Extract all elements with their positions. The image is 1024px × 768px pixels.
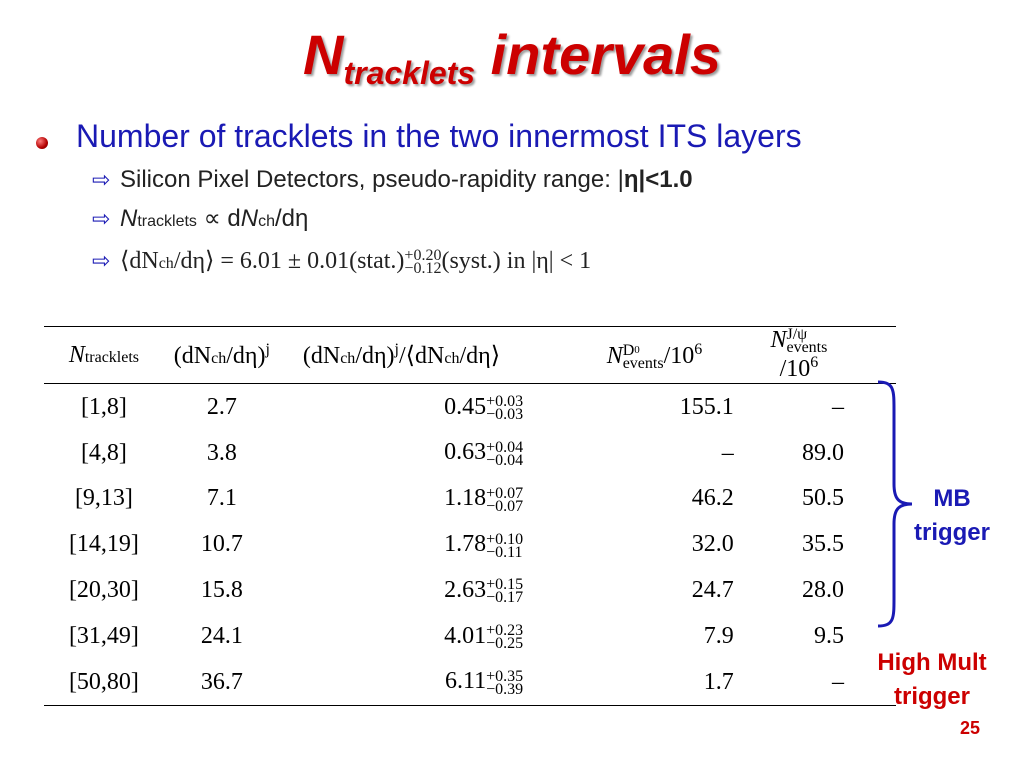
cell-jpsi-events: 89.0 <box>802 439 844 466</box>
h5-sup: J/ψ <box>786 326 808 344</box>
mb-line1: MB <box>933 485 971 512</box>
h5-text: N <box>770 327 787 353</box>
title-subscript: tracklets <box>343 55 476 91</box>
cell-jpsi-events: – <box>832 393 844 420</box>
ratio-up: +0.03 <box>486 393 524 411</box>
cell-ratio <box>280 384 575 430</box>
h5-exp: 6 <box>810 354 819 372</box>
ratio-up: +0.23 <box>486 622 524 640</box>
h1-text: N <box>68 341 85 368</box>
hm-line1: High Mult <box>877 649 987 676</box>
header-ntracklets <box>44 327 164 384</box>
ratio-down: −0.39 <box>486 680 524 698</box>
h4-end: /10 <box>663 342 695 369</box>
cell-ratio <box>280 613 575 659</box>
cell-interval: [1,8] <box>80 393 127 420</box>
ratio-value: 0.63 <box>444 439 487 466</box>
h3-text: (dN <box>302 342 341 369</box>
cell-dndeta: 10.7 <box>200 531 243 558</box>
h3-sub2: ch <box>444 349 460 367</box>
sub-bullet-formula <box>92 246 592 278</box>
cell-jpsi-events: 35.5 <box>802 531 844 558</box>
cell-jpsi-events: 9.5 <box>814 622 844 649</box>
sub1-text: Silicon Pixel Detectors, pseudo-rapidity range: | <box>120 166 624 193</box>
h2-text: (dN <box>173 342 212 369</box>
cell-dndeta: 3.8 <box>206 439 237 466</box>
header-ratio <box>280 327 575 384</box>
sub2-ch: ch <box>258 213 275 230</box>
tracklets-table <box>44 326 896 706</box>
high-mult-trigger-label <box>860 646 1004 714</box>
arrow-icon: ⇨ <box>92 167 111 192</box>
cell-jpsi-events: 28.0 <box>802 577 844 604</box>
ratio-uncertainty <box>486 622 524 653</box>
cell-dndeta: 36.7 <box>164 659 280 705</box>
mb-line2: trigger <box>913 519 990 546</box>
arrow-icon: ⇨ <box>92 248 111 273</box>
sub2-subscript: tracklets <box>137 213 197 230</box>
table-row <box>44 659 896 705</box>
sub2-n: N <box>120 205 138 232</box>
table-row <box>44 384 896 430</box>
sub-bullet-spd <box>92 166 693 194</box>
ratio-uncertainty <box>486 484 524 515</box>
cell-d0-events: 7.9 <box>703 622 734 649</box>
cell-ratio <box>280 476 575 522</box>
ratio-down: −0.03 <box>486 406 524 424</box>
arrow-icon: ⇨ <box>92 206 111 231</box>
cell-d0-events: – <box>721 439 734 466</box>
cell-dndeta: 24.1 <box>200 622 243 649</box>
ratio-up: +0.10 <box>486 530 524 548</box>
cell-dndeta: 2.7 <box>206 393 237 420</box>
ratio-value: 1.78 <box>444 531 487 558</box>
h1-sub: tracklets <box>84 348 140 366</box>
h3-mid: /dη) <box>355 342 395 369</box>
cell-ratio <box>280 522 575 568</box>
sub3-sup: +0.20 <box>404 247 442 265</box>
hm-line2: trigger <box>893 683 970 710</box>
slide-title <box>0 22 1024 91</box>
ratio-up: +0.04 <box>486 438 524 456</box>
cell-jpsi-events: 50.5 <box>802 485 844 512</box>
cell-d0-events: 32.0 <box>691 531 734 558</box>
sub2-end: /dη <box>275 205 309 232</box>
h2-sub: ch <box>211 349 227 367</box>
cell-ratio <box>280 568 575 614</box>
sub2-prop: ∝ d <box>196 205 241 232</box>
ratio-uncertainty <box>486 576 524 607</box>
ratio-value: 6.11 <box>445 668 487 695</box>
cell-interval: [50,80] <box>44 659 164 705</box>
cell-ratio <box>280 430 575 476</box>
ratio-down: −0.11 <box>486 543 523 561</box>
table-body <box>44 384 896 706</box>
cell-d0-events: 155.1 <box>679 393 734 420</box>
h2-end: /dη) <box>226 342 266 369</box>
bullet-text: Number of tracklets in the two innermost ITS layers <box>76 118 802 154</box>
cell-interval: [4,8] <box>80 439 127 466</box>
h4-exp: 6 <box>694 340 703 358</box>
ratio-uncertainty <box>486 393 524 424</box>
ratio-value: 1.18 <box>444 485 487 512</box>
ratio-value: 0.45 <box>444 393 487 420</box>
h4-sub: events <box>622 354 664 372</box>
table-header-row <box>44 327 896 384</box>
table-row <box>44 476 896 522</box>
ratio-down: −0.07 <box>486 497 524 515</box>
cell-interval: [14,19] <box>68 531 139 558</box>
ratio-up: +0.35 <box>486 667 524 685</box>
cell-d0-events: 24.7 <box>691 577 734 604</box>
h4-text: N <box>606 342 623 369</box>
mb-trigger-label <box>900 482 1004 550</box>
h3-sup: j <box>394 340 399 358</box>
ratio-up: +0.15 <box>486 576 524 594</box>
cell-ratio <box>280 659 575 705</box>
h3-end: /dη⟩ <box>459 342 501 369</box>
ratio-uncertainty <box>486 530 524 561</box>
h5-sub: events <box>786 339 828 357</box>
title-rest: intervals <box>475 23 721 86</box>
sub2-n2: N <box>240 205 259 232</box>
ratio-value: 2.63 <box>444 576 487 603</box>
h4-sup: D <box>622 341 635 359</box>
h4-supsub <box>622 341 664 372</box>
cell-jpsi-events: – <box>754 659 896 705</box>
table-row <box>44 522 896 568</box>
h4-sup2: 0 <box>634 343 640 356</box>
cell-dndeta: 7.1 <box>206 485 237 512</box>
cell-d0-events: 46.2 <box>691 485 734 512</box>
ratio-value: 4.01 <box>444 622 487 649</box>
sub3-uncertainty <box>404 247 442 278</box>
ratio-up: +0.07 <box>486 484 524 502</box>
sub3-sub: −0.12 <box>404 260 442 278</box>
sub1-range: |<1.0 <box>638 166 693 193</box>
header-jpsi-events <box>754 327 896 384</box>
ratio-uncertainty <box>486 438 524 469</box>
h2-sup: j <box>265 340 270 358</box>
table-row <box>44 568 896 614</box>
cell-interval: [9,13] <box>74 485 133 512</box>
sub1-eta: η <box>623 166 639 193</box>
sub3-main: ⟨dN <box>120 248 159 274</box>
page-number: 25 <box>960 718 981 738</box>
cell-dndeta: 15.8 <box>200 577 243 604</box>
h3-mid2: /⟨dN <box>398 342 445 369</box>
sub-bullet-proportional <box>92 204 308 233</box>
sub3-rest: /dη⟩ = 6.01 ± 0.01(stat.) <box>173 248 405 274</box>
h5-end: /10 <box>779 356 811 383</box>
ratio-down: −0.04 <box>486 451 524 469</box>
bullet-icon <box>36 137 48 149</box>
header-d0-events <box>575 327 754 384</box>
header-dndeta <box>164 327 280 384</box>
cell-interval: [31,49] <box>68 622 139 649</box>
table-row <box>44 613 896 659</box>
h3-sub: ch <box>340 349 356 367</box>
title-main: N <box>303 23 344 86</box>
ratio-down: −0.25 <box>486 635 524 653</box>
ratio-down: −0.17 <box>486 589 524 607</box>
h5-supsub <box>786 326 828 357</box>
sub3-end: (syst.) in |η| < 1 <box>441 248 592 274</box>
table-row <box>44 430 896 476</box>
sub3-ch: ch <box>158 255 174 272</box>
cell-interval: [20,30] <box>68 577 139 604</box>
cell-d0-events: 1.7 <box>575 659 754 705</box>
ratio-uncertainty <box>486 667 524 698</box>
